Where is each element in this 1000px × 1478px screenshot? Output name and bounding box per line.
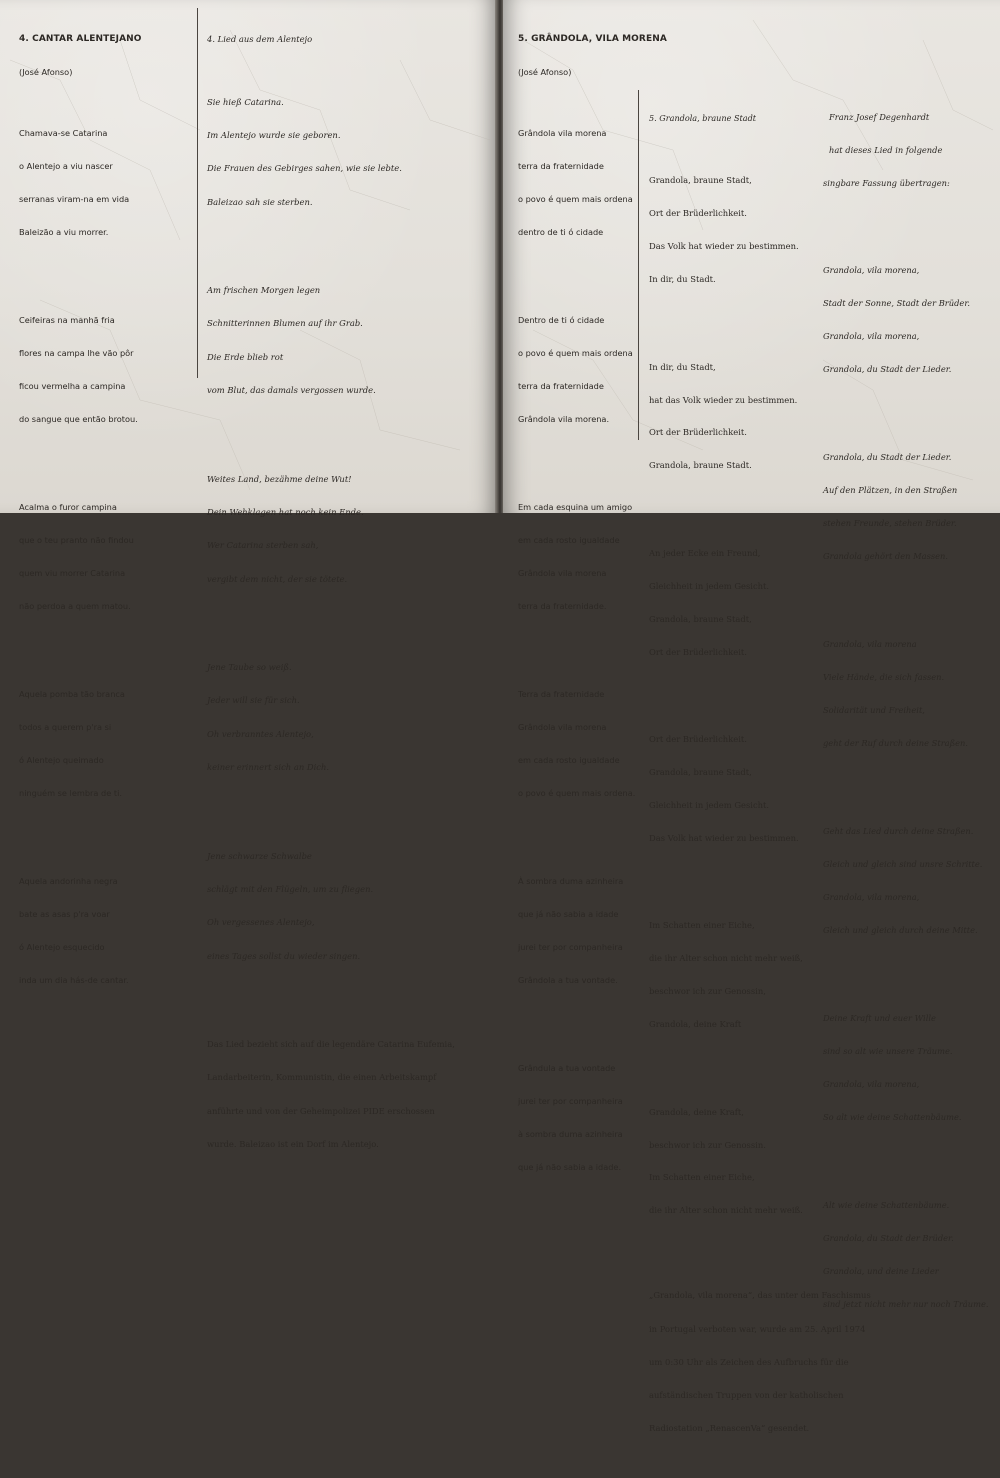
note-line: anführte und von der Geheimpolizei PIDE erschossen: [207, 1105, 435, 1116]
lyric-line: Grandola, vila morena,: [823, 331, 920, 341]
lyric-line: Grândola a tua vontade.: [518, 975, 618, 985]
lyric-line: An jeder Ecke ein Freund,: [649, 547, 761, 558]
lyric-line: Grandola, vila morena,: [823, 1079, 920, 1089]
stanza: [207, 640, 455, 795]
lyric-line: Chamava-se Catarina: [19, 128, 108, 138]
stanza: [823, 430, 989, 584]
lyric-line: Die Frauen des Gebirges sahen, wie sie lebte.: [207, 163, 402, 174]
lyric-line: Baleizão a viu morrer.: [19, 227, 109, 237]
lyric-line: Weites Land, bezähme deine Wut!: [207, 473, 352, 484]
lyric-line: Gleich und gleich sind unsre Schritte.: [823, 859, 983, 869]
stanza: [207, 451, 455, 606]
lyric-line: ninguém se lembra de ti.: [19, 788, 122, 798]
lyric-line: beschwor ich zur Genossin,: [649, 986, 766, 997]
lyric-line: que já não sabia a idade: [518, 909, 619, 919]
lyric-line: geht der Ruf durch deine Straßen.: [823, 738, 969, 748]
lyric-line: terra da fraternidade: [518, 381, 604, 391]
song-author: (José Afonso): [19, 67, 73, 77]
lyric-line: Ort der Brüderlichkeit.: [649, 427, 747, 438]
lyric-line: Die Erde blieb rot: [207, 351, 284, 362]
lyric-line: eines Tages sollst du wieder singen.: [207, 950, 361, 961]
lyric-line: do sangue que então brotou.: [19, 414, 138, 424]
lyric-line: Schnitterinnen Blumen auf ihr Grab.: [207, 318, 363, 329]
lyric-line: sind so alt wie unsere Träume.: [823, 1046, 953, 1056]
lyric-line: Grandola, vila morena,: [823, 892, 920, 902]
lyric-line: Terra da fraternidade: [518, 689, 605, 699]
stanza: [518, 293, 667, 447]
stanza: [19, 480, 142, 634]
lyric-line: Gleichheit in jedem Gesicht.: [649, 580, 770, 591]
lyric-line: Oh vergessenes Alentejo,: [207, 917, 315, 928]
lyric-line: hat das Volk wieder zu bestimmen.: [649, 394, 798, 405]
lyric-line: keiner erinnert sich an Dich.: [207, 762, 330, 772]
lyric-line: em cada rosto igualdade: [518, 755, 620, 765]
lyric-line: Das Volk hat wieder zu bestimmen.: [649, 832, 799, 843]
stanza: [19, 293, 142, 447]
lyric-line: Aquela andorinha negra: [19, 876, 118, 886]
song-note: [207, 1017, 455, 1172]
lyric-line: Aquela pomba tão branca: [19, 689, 125, 699]
lyric-line: Im Alentejo wurde sie geboren.: [207, 129, 341, 140]
stanza: [19, 667, 142, 821]
note-line: „Grandola, vila morena“, das unter dem Faschismus: [649, 1290, 871, 1301]
lyric-line: todos a querem p'ra si: [19, 722, 112, 732]
lyric-line: bate as asas p'ra voar: [19, 909, 110, 919]
lyric-line: Grandola, braune Stadt,: [649, 767, 752, 777]
lyric-line: Grandola, braune Stadt.: [649, 460, 752, 471]
lyric-line: Baleizao sah sie sterben.: [207, 196, 313, 207]
note-line: Das Lied bezieht sich auf die legendäre Catarina Eufemia,: [207, 1039, 455, 1050]
note-line: Landarbeiterin, Kommunistin, die einen Arbeitskampf: [207, 1072, 437, 1083]
column-divider: [197, 8, 198, 378]
lyric-line: à sombra duma azinheira: [518, 1129, 623, 1139]
lyric-line: não perdoa a quem matou.: [19, 601, 131, 611]
lyric-line: Acalma o furor campina: [19, 502, 117, 512]
lyric-line: Deine Kraft und euer Wille: [823, 1013, 936, 1023]
stanza: [207, 828, 455, 983]
lyric-line: Grandola, vila morena,: [823, 265, 920, 275]
lyric-line: terra da fraternidade: [518, 161, 604, 171]
lyric-line: Grandola, du Stadt der Brüder.: [823, 1233, 954, 1243]
lyric-line: que o teu pranto não findou: [19, 535, 134, 545]
lyric-line: Alt wie deine Schattenbäume.: [823, 1200, 950, 1210]
stanza: [518, 480, 667, 634]
lyric-line: Wer Catarina sterben sah,: [207, 540, 319, 551]
lyric-line: Grandola, und deine Lieder: [823, 1266, 939, 1276]
lyric-line: Grandola, braune Stadt,: [649, 175, 752, 186]
lyric-line: Jeder will sie für sich.: [207, 695, 300, 706]
stanza: [823, 1178, 989, 1332]
stanza: [518, 106, 667, 260]
stanza: [518, 1041, 667, 1195]
lyric-line: o povo é quem mais ordena.: [518, 788, 636, 798]
stanza: [823, 991, 989, 1145]
de-degenhardt-lyrics-column: [823, 68, 989, 1365]
de-lyrics-column-4: [207, 12, 455, 1194]
lyric-line: Grandola, deine Kraft: [649, 1019, 742, 1030]
lyric-line: Ceifeiras na manhã fria: [19, 315, 115, 325]
lyric-line: So alt wie deine Schattenbäume.: [823, 1112, 962, 1122]
stanza: [823, 804, 989, 958]
lyric-line: Ort der Brüderlichkeit.: [649, 208, 747, 219]
lyric-line: o povo é quem mais ordena: [518, 348, 633, 358]
note-line: um 0:30 Uhr als Zeichen des Aufbruchs für die: [649, 1356, 849, 1367]
lyric-line: Grândola vila morena: [518, 722, 607, 732]
lyric-line: Ort der Brüderlichkeit.: [649, 646, 747, 657]
note-line: wurde. Baleizao ist ein Dorf im Alentejo.: [207, 1139, 379, 1149]
lyric-line: In dir, du Stadt.: [649, 274, 716, 285]
lyric-line: Grândola vila morena: [518, 568, 607, 578]
stanza: [207, 263, 455, 418]
lyric-line: Geht das Lied durch deine Straßen.: [823, 826, 974, 836]
lyric-line: Grandola, vila morena: [823, 639, 917, 649]
lyric-line: Jene Taube so weiß.: [207, 662, 292, 673]
lyric-line: Grandola, du Stadt der Lieder.: [823, 364, 952, 374]
stanza: [518, 854, 667, 1008]
stanza: [823, 243, 989, 397]
lyric-line: jurei ter por companheira: [518, 942, 623, 952]
song-title: 4. Lied aus dem Alentejo: [207, 34, 313, 45]
song-title: 4. CANTAR ALENTEJANO: [19, 34, 142, 44]
lyric-line: Das Volk hat wieder zu bestimmen.: [649, 241, 799, 252]
lyric-line: Grandola, deine Kraft,: [649, 1106, 744, 1117]
lyric-line: Grândola vila morena: [518, 128, 607, 138]
lyric-line: die ihr Alter schon nicht mehr weiß,: [649, 953, 803, 964]
lyric-line: Auf den Plätzen, in den Straßen: [823, 485, 958, 495]
lyric-line: o povo é quem mais ordena: [518, 194, 633, 204]
lyric-line: em cada rosto igualdade: [518, 535, 620, 545]
lyric-line: stehen Freunde, stehen Brüder.: [823, 518, 957, 528]
intro-line: singbare Fassung übertragen:: [823, 178, 950, 188]
song-title: 5. Grandola, braune Stadt: [649, 112, 757, 123]
note-line: Radiostation „RenascenVa“ gesendet.: [649, 1423, 810, 1434]
lyric-line: beschwor ich zur Genossin.: [649, 1139, 766, 1150]
lyric-line: jurei ter por companheira: [518, 1096, 623, 1106]
lyric-line: Sie hieß Catarina.: [207, 96, 284, 107]
song-author: (José Afonso): [518, 67, 572, 77]
lyric-line: Oh verbranntes Alentejo,: [207, 728, 314, 739]
lyric-line: Gleich und gleich durch deine Mitte.: [823, 925, 978, 935]
stanza: [19, 854, 142, 1008]
lyric-line: sind jetzt nicht mehr nur noch Träume.: [823, 1299, 989, 1309]
lyric-line: Am frischen Morgen legen: [207, 285, 321, 296]
lyric-line: Grandola, du Stadt der Lieder.: [823, 452, 952, 462]
stanza: [207, 74, 455, 229]
lyric-line: serranas viram-na em vida: [19, 194, 130, 204]
lyric-line: Solidarität und Freiheit,: [823, 705, 925, 715]
lyric-line: Dentro de ti ó cidade: [518, 315, 605, 325]
lyric-line: In dir, du Stadt,: [649, 361, 716, 372]
lyric-line: Em cada esquina um amigo: [518, 502, 633, 512]
lyric-line: Grandola gehört den Massen.: [823, 551, 948, 561]
lyric-line: flores na campa lhe vão pôr: [19, 348, 134, 358]
lyric-line: que já não sabia a idade.: [518, 1162, 622, 1172]
lyric-line: terra da fraternidade.: [518, 601, 607, 611]
lyric-line: ó Alentejo esquecido: [19, 942, 105, 952]
stanza: [823, 617, 989, 771]
lyric-line: Im Schatten einer Eiche,: [649, 920, 755, 931]
lyric-line: Grandola, braune Stadt,: [649, 613, 752, 624]
lyric-line: quem viu morrer Catarina: [19, 568, 126, 578]
song-title: 5. GRÂNDOLA, VILA MORENA: [518, 34, 667, 44]
lyric-line: vergibt dem nicht, der sie tötete.: [207, 573, 348, 584]
note-line: aufständischen Truppen von der katholischen: [649, 1390, 844, 1401]
lyric-line: schlägt mit den Flügeln, um zu fliegen.: [207, 883, 374, 894]
lyric-line: inda um dia hás-de cantar.: [19, 975, 129, 985]
right-page: [503, 0, 1000, 1434]
lyric-line: Jene schwarze Schwalbe: [207, 850, 312, 861]
lyric-line: Viele Hände, die sich fassen.: [823, 672, 945, 682]
lyric-line: die ihr Alter schon nicht mehr weiß.: [649, 1205, 803, 1216]
left-page: [0, 0, 497, 1149]
lyric-line: o Alentejo a viu nascer: [19, 161, 113, 171]
lyric-line: dentro de ti ó cidade: [518, 227, 604, 237]
lyric-line: ficou vermelha a campina: [19, 381, 126, 391]
lyric-line: Grândula a tua vontade: [518, 1063, 616, 1073]
stanza: [518, 667, 667, 821]
lyric-line: vom Blut, das damals vergossen wurde.: [207, 385, 376, 395]
translation-intro: [823, 90, 989, 211]
lyric-line: ó Alentejo queimado: [19, 755, 104, 765]
lyric-line: Stadt der Sonne, Stadt der Brüder.: [823, 298, 971, 308]
lyric-line: Dein Wehklagen hat noch kein Ende.: [207, 506, 364, 517]
note-line: in Portugal verboten war, wurde am 25. April 1974: [649, 1323, 866, 1334]
lyric-line: Im Schatten einer Eiche,: [649, 1172, 755, 1183]
intro-line: hat dieses Lied in folgende: [829, 145, 943, 155]
lyric-line: Gleichheit in jedem Gesicht.: [649, 799, 770, 810]
lyric-line: À sombra duma azinheira: [518, 876, 624, 886]
intro-line: Franz Josef Degenhardt: [829, 112, 930, 122]
lyric-line: Ort der Brüderlichkeit.: [649, 734, 747, 745]
pt-lyrics-column-5: [518, 12, 667, 1228]
pt-lyrics-column-4: [19, 12, 142, 1041]
stanza: [19, 106, 142, 260]
lyric-line: Grândola vila morena.: [518, 414, 610, 424]
